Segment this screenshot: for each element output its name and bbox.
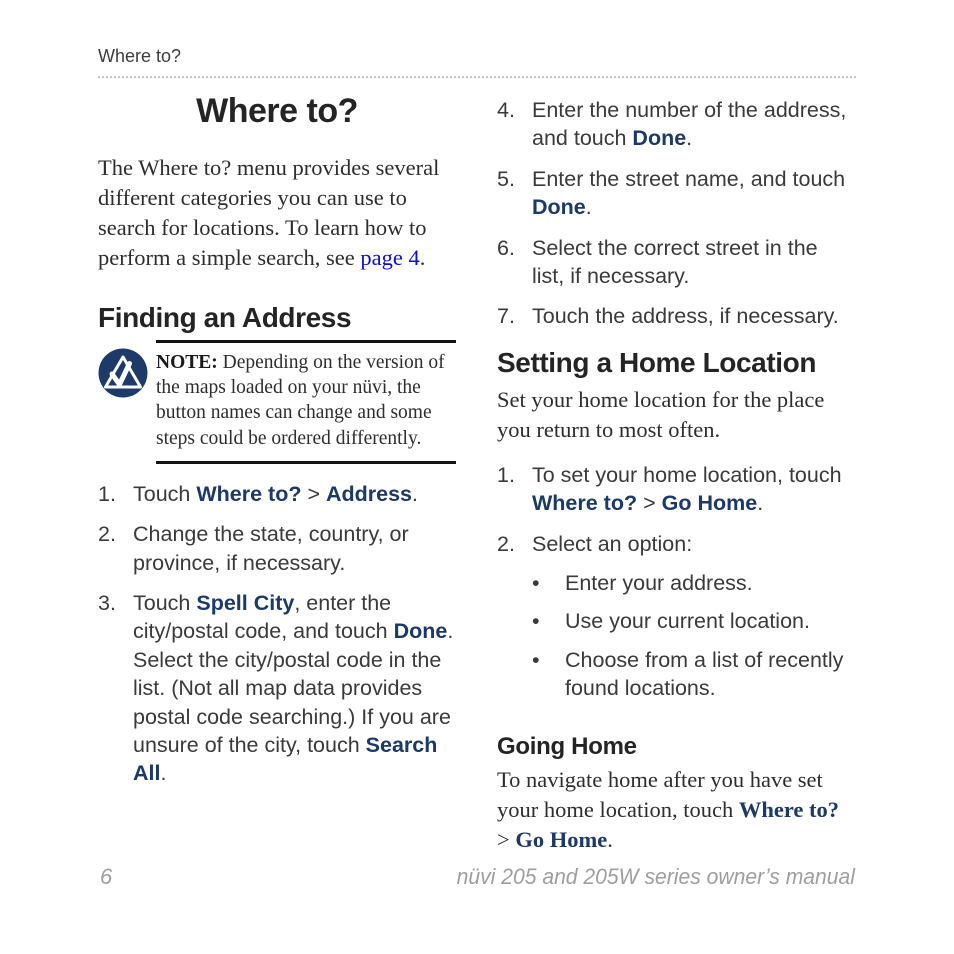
- bullet-text: Enter your address.: [565, 571, 753, 596]
- text-segment: >: [497, 826, 516, 852]
- section-heading-setting-home-location: Setting a Home Location: [497, 346, 817, 378]
- home-option-bullets: [532, 569, 855, 703]
- text-segment: Go Home: [661, 491, 758, 516]
- text-segment: Where to?: [532, 491, 638, 516]
- step-text: [532, 96, 855, 153]
- running-header: [98, 46, 856, 78]
- text-segment: .: [686, 126, 693, 151]
- step-item-1: [497, 461, 855, 518]
- step-text: [532, 530, 855, 713]
- text-segment: Select the correct street in the list, if necessary.: [532, 235, 818, 288]
- setting-home-intro: [497, 385, 855, 445]
- note-icon: [98, 348, 148, 398]
- text-segment: .: [160, 761, 167, 786]
- text-segment: , enter the city/postal code, and touch: [133, 591, 394, 644]
- bullet-item: [532, 569, 855, 597]
- bullet-item: [532, 646, 855, 703]
- note-box: [98, 340, 456, 464]
- text-segment: The Where to? menu provides several different categories you can use to search for locations. To learn how to perform a simple search, see: [98, 155, 440, 271]
- text-segment: Go Home: [515, 826, 608, 852]
- text-segment: . Select the city/postal code in the list. (Not all map data provides postal code searching.) If you are unsure of the city, touch: [133, 619, 454, 757]
- text-segment: NOTE:: [156, 351, 223, 373]
- page-4-link[interactable]: page 4: [360, 245, 420, 271]
- text-segment: .: [757, 491, 764, 516]
- text-segment: To set your home location, touch: [532, 462, 842, 487]
- text-segment: Where to?: [738, 796, 840, 822]
- text-segment: Done: [532, 195, 586, 220]
- intro-period: .: [419, 245, 426, 271]
- text-segment: Change the state, country, or province, if necessary.: [133, 522, 409, 575]
- setting-home-steps: [497, 461, 855, 713]
- step-item-2: [497, 530, 855, 713]
- step-text: [133, 589, 456, 788]
- section-heading-finding-an-address: Finding an Address: [98, 301, 352, 333]
- step-number: 2.: [497, 531, 515, 556]
- text-segment: Search All: [133, 732, 438, 786]
- step-text: [133, 520, 456, 577]
- left-column: [98, 88, 456, 800]
- text-segment: Touch the address, if necessary.: [532, 304, 839, 329]
- page-title: Where to?: [196, 92, 358, 130]
- step-number: 1.: [497, 462, 515, 487]
- step-number: 1.: [98, 481, 116, 506]
- running-header-text: Where to?: [98, 46, 182, 66]
- text-segment: Touch: [133, 481, 197, 506]
- intro-paragraph: [98, 153, 456, 274]
- text-segment: Done: [632, 126, 687, 151]
- step-item-3: [98, 589, 456, 788]
- bullet-item: [532, 607, 855, 635]
- text-segment: Touch: [133, 591, 197, 616]
- finding-address-steps: [98, 480, 456, 788]
- section-heading-going-home: Going Home: [497, 732, 637, 760]
- text-segment: Done: [393, 619, 448, 644]
- step-number: 2.: [98, 522, 116, 547]
- step-text-inline: [532, 532, 692, 556]
- step-number: 7.: [497, 304, 515, 329]
- text-segment: Enter the number of the address, and touch: [532, 98, 847, 151]
- text-segment: Where to?: [196, 481, 302, 506]
- finding-address-steps-continued: [497, 96, 855, 331]
- footer-page-number: 6: [100, 864, 113, 889]
- text-segment: .: [585, 195, 592, 220]
- text-segment: .: [412, 481, 419, 506]
- step-text: [532, 234, 855, 291]
- text-segment: Enter the street name, and touch: [532, 166, 846, 191]
- step-text: [532, 302, 855, 330]
- text-segment: >: [301, 481, 326, 506]
- text-segment: Select an option:: [532, 531, 693, 556]
- right-column: [497, 88, 855, 855]
- step-text: [133, 480, 456, 508]
- step-item-2: [98, 520, 456, 577]
- text-segment: Depending on the version of the maps loaded on your nüvi, the button names can change and some steps could be ordered differently.: [156, 351, 445, 449]
- step-item-5: [497, 165, 855, 222]
- bullet-dot: •: [532, 571, 540, 596]
- step-number: 3.: [98, 591, 116, 616]
- text-segment: >: [637, 491, 662, 516]
- step-item-1: [98, 480, 456, 508]
- step-item-7: [497, 302, 855, 330]
- bullet-dot: •: [532, 609, 540, 634]
- step-number: 5.: [497, 166, 515, 191]
- text-segment: .: [607, 826, 613, 852]
- footer-manual-title: nüvi 205 and 205W series owner’s manual: [456, 864, 855, 889]
- bullet-dot: •: [532, 647, 540, 672]
- step-number: 4.: [497, 98, 515, 122]
- bullet-text: Use your current location.: [565, 609, 810, 634]
- text-segment: To navigate home after you have set your home location, touch: [497, 766, 823, 822]
- step-item-6: [497, 234, 855, 291]
- step-text: [532, 165, 855, 222]
- step-number: 6.: [497, 235, 515, 260]
- step-item-4: [497, 96, 855, 153]
- text-segment: Spell City: [196, 591, 295, 616]
- text-segment: Address: [325, 481, 413, 506]
- going-home-paragraph: [497, 765, 855, 855]
- step-text: [532, 461, 855, 518]
- text-segment: Set your home location for the place you return to most often.: [497, 386, 825, 442]
- bullet-text: Choose from a list of recently found locations.: [565, 647, 844, 701]
- note-text: [156, 340, 456, 464]
